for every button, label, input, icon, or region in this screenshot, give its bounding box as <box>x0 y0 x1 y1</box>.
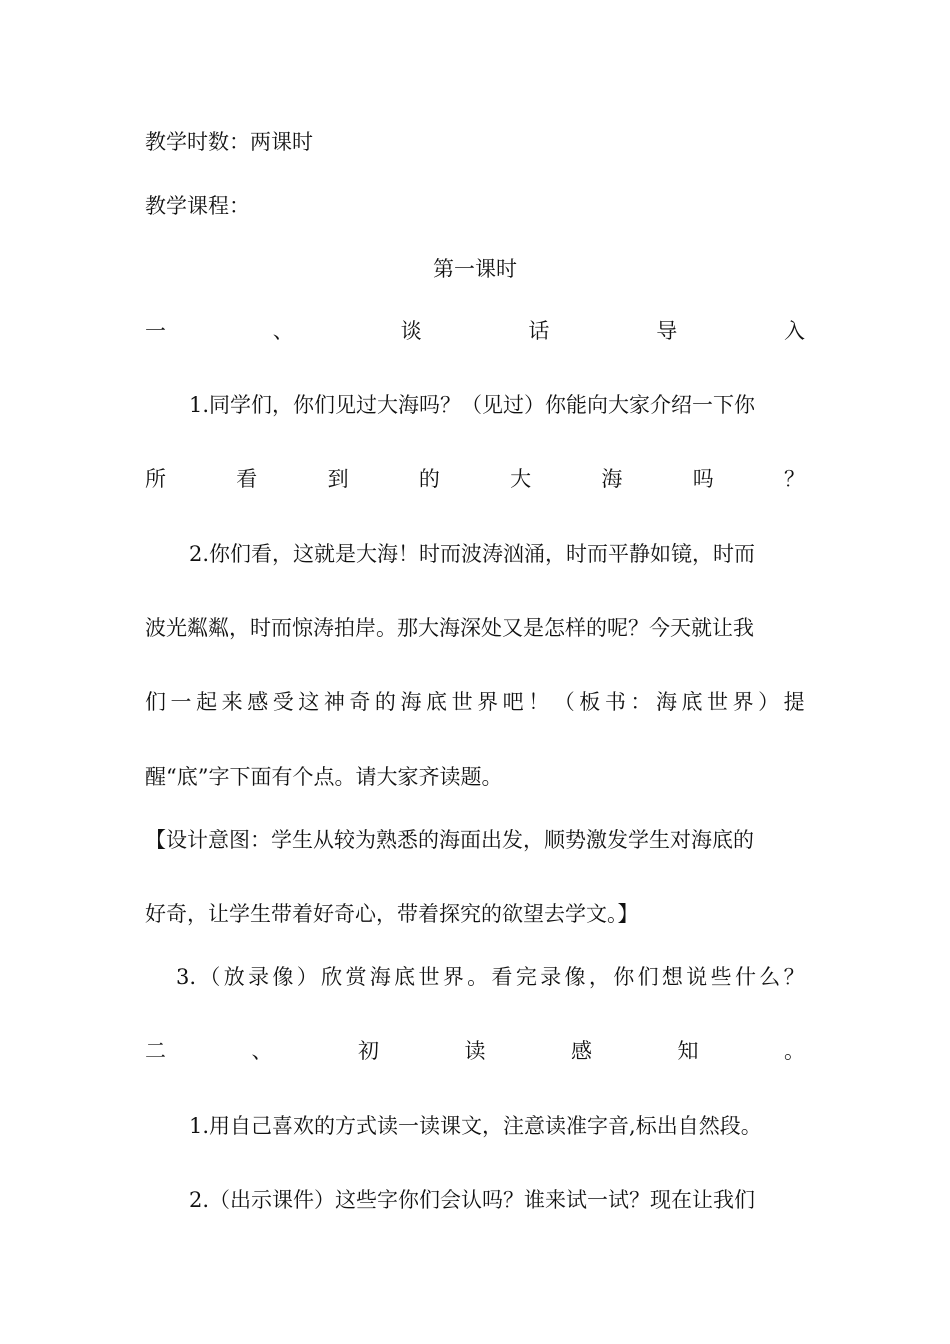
char: 板 <box>579 690 601 714</box>
char: 欣 <box>321 965 343 989</box>
char: 来 <box>221 690 243 714</box>
char: 看 <box>236 467 258 491</box>
char: ， <box>588 965 610 989</box>
char: 世 <box>451 690 473 714</box>
section1-heading-char: 、 <box>272 319 294 343</box>
char: 想 <box>661 965 683 989</box>
section1-item1-line2 <box>145 464 805 494</box>
section1-item3 <box>176 962 805 992</box>
char: 海 <box>400 690 422 714</box>
section2-heading-char: 感 <box>571 1039 592 1063</box>
design-intent-line2: 好奇，让学生带着好奇心，带着探究的欲望去学文。】 <box>145 902 639 926</box>
section2-heading-char: 。 <box>784 1039 805 1063</box>
char: 们 <box>145 690 166 714</box>
char: 界 <box>732 690 754 714</box>
char: ？ <box>783 467 805 491</box>
section1-heading-char: 话 <box>528 319 550 343</box>
char: 一 <box>170 690 192 714</box>
section1-heading-char: 入 <box>783 319 805 343</box>
section1-item2-line1: 2.你们看，这就是大海！时而波涛汹涌，时而平静如镜，时而 <box>189 542 756 566</box>
char: 们 <box>637 965 659 989</box>
section1-heading-char: 导 <box>656 319 678 343</box>
char: 大 <box>510 467 532 491</box>
char: 到 <box>327 467 349 491</box>
char: ： <box>630 690 652 714</box>
section1-heading-char: 一 <box>145 319 166 343</box>
char: 完 <box>515 965 537 989</box>
teaching-process-label: 教学课程： <box>145 194 250 218</box>
char: 界 <box>442 965 464 989</box>
char: （ <box>199 965 221 989</box>
char: （ <box>553 690 575 714</box>
section2-heading-char: 二 <box>145 1039 166 1063</box>
char: 界 <box>477 690 499 714</box>
section2-heading <box>145 1036 805 1066</box>
teaching-hours: 教学时数：两课时 <box>145 130 313 154</box>
section2-heading-char: 知 <box>677 1039 699 1063</box>
char: 的 <box>418 467 440 491</box>
char: 的 <box>374 690 396 714</box>
char: 像 <box>272 965 294 989</box>
char: 世 <box>418 965 440 989</box>
section2-heading-char: 初 <box>358 1039 379 1063</box>
char: ） <box>296 965 318 989</box>
char: 些 <box>710 965 732 989</box>
char: 吧 <box>502 690 524 714</box>
lesson-title: 第一课时 <box>433 257 517 281</box>
char: 。 <box>467 965 489 989</box>
char: 受 <box>272 690 294 714</box>
char: 你 <box>613 965 635 989</box>
char: 海 <box>655 690 677 714</box>
char: 提 <box>783 690 805 714</box>
char: 底 <box>681 690 703 714</box>
char: ！ <box>528 690 550 714</box>
section2-item2: 2.（出示课件）这些字你们会认吗？谁来试一试？现在让我们 <box>189 1188 756 1212</box>
char: 所 <box>145 467 166 491</box>
char: 看 <box>491 965 513 989</box>
char: 底 <box>394 965 416 989</box>
char: 海 <box>369 965 391 989</box>
section2-item1: 1.用自己喜欢的方式读一读课文，注意读准字音,标出自然段。 <box>189 1114 762 1138</box>
char: 神 <box>323 690 345 714</box>
char: 奇 <box>349 690 371 714</box>
char: 录 <box>540 965 562 989</box>
char: 像 <box>564 965 586 989</box>
char: 书 <box>604 690 626 714</box>
char: 底 <box>426 690 448 714</box>
char: 放 <box>223 965 245 989</box>
char: 说 <box>686 965 708 989</box>
char: 海 <box>601 467 623 491</box>
char: 录 <box>248 965 270 989</box>
char: 么 <box>759 965 781 989</box>
section1-item2-line3 <box>145 687 805 717</box>
char: ） <box>758 690 780 714</box>
char: 感 <box>247 690 269 714</box>
char: 3. <box>176 965 197 989</box>
char: ？ <box>783 965 805 989</box>
section2-heading-char: 、 <box>251 1039 273 1063</box>
design-intent-line1: 【设计意图：学生从较为熟悉的海面出发，顺势激发学生对海底的 <box>145 828 754 852</box>
section1-heading-char: 谈 <box>400 319 422 343</box>
char: 这 <box>298 690 320 714</box>
section1-heading <box>145 316 805 346</box>
section1-item2-line4: 醒“底”字下面有个点。请大家齐读题。 <box>145 765 503 789</box>
char: 吗 <box>692 467 714 491</box>
char: 赏 <box>345 965 367 989</box>
char: 世 <box>707 690 729 714</box>
char: 什 <box>734 965 756 989</box>
section2-heading-char: 读 <box>464 1039 486 1063</box>
section1-item2-line2: 波光粼粼，时而惊涛拍岸。那大海深处又是怎样的呢？今天就让我 <box>145 616 754 640</box>
char: 起 <box>196 690 218 714</box>
section1-item1-line1: 1.同学们，你们见过大海吗？（见过）你能向大家介绍一下你 <box>189 393 756 417</box>
